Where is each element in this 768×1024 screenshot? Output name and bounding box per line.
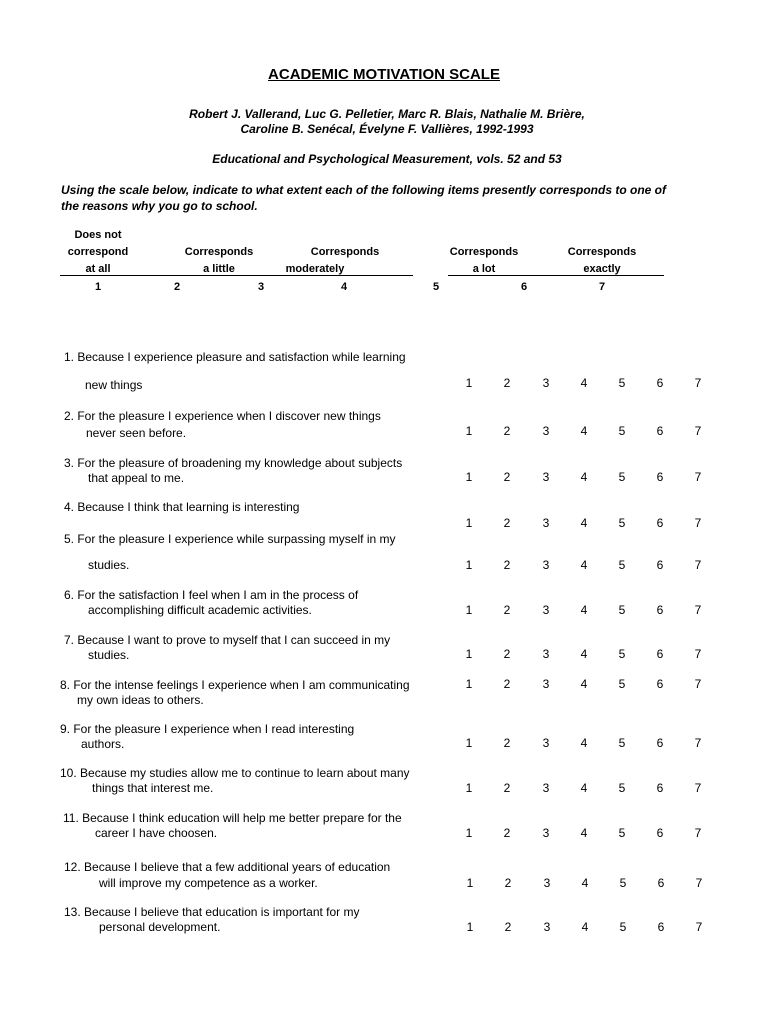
item-1-rating-option-4[interactable]: 4 — [580, 376, 588, 390]
scale-underline-left — [60, 275, 413, 276]
item-11-rating-option-3[interactable]: 3 — [542, 826, 550, 840]
item-1-rating-option-1[interactable]: 1 — [465, 376, 473, 390]
item-1-text-line-2: new things — [85, 378, 143, 392]
item-10-rating-option-1[interactable]: 1 — [465, 781, 473, 795]
item-2-rating-option-7[interactable]: 7 — [694, 424, 702, 438]
item-8-rating-option-1[interactable]: 1 — [465, 677, 473, 691]
item-12-text-line-1: 12. Because I believe that a few additional years of education — [64, 860, 391, 874]
item-2-rating-option-1[interactable]: 1 — [465, 424, 473, 438]
item-8-rating-option-7[interactable]: 7 — [694, 677, 702, 691]
item-8-rating-option-6[interactable]: 6 — [656, 677, 664, 691]
item-10-rating-option-7[interactable]: 7 — [694, 781, 702, 795]
item-6-rating-option-2[interactable]: 2 — [503, 603, 511, 617]
item-1-rating-option-3[interactable]: 3 — [542, 376, 550, 390]
item-6-rating-option-3[interactable]: 3 — [542, 603, 550, 617]
item-3-text-line-1: 3. For the pleasure of broadening my knowledge about subjects — [64, 456, 403, 470]
scale-number-7: 7 — [598, 281, 606, 293]
item-2-rating-option-4[interactable]: 4 — [580, 424, 588, 438]
item-10-text-line-1: 10. Because my studies allow me to continue to learn about many — [60, 766, 410, 780]
item-5-rating-option-7[interactable]: 7 — [694, 558, 702, 572]
scale-label-corresponds-a-lot-line-1: Corresponds — [449, 246, 519, 258]
item-12-rating-option-3[interactable]: 3 — [543, 876, 551, 890]
item-7-text-line-2: studies. — [88, 648, 130, 662]
scale-label-corresponds-a-little-line-1: Corresponds — [184, 246, 254, 258]
item-4-rating-option-4[interactable]: 4 — [580, 516, 588, 530]
scale-label-does-not-correspond-line-2: correspond — [67, 246, 129, 258]
item-5-text-line-2: studies. — [88, 558, 130, 572]
item-3-text-line-2: that appeal to me. — [88, 471, 185, 485]
item-11-rating-option-7[interactable]: 7 — [694, 826, 702, 840]
item-9-text-line-2: authors. — [81, 737, 125, 751]
item-3-rating-option-4[interactable]: 4 — [580, 470, 588, 484]
item-1-rating-option-6[interactable]: 6 — [656, 376, 664, 390]
scale-label-corresponds-a-lot-line-2: a lot — [472, 263, 496, 275]
item-7-rating-option-2[interactable]: 2 — [503, 647, 511, 661]
item-7-text-line-1: 7. Because I want to prove to myself that I can succeed in my — [64, 633, 391, 647]
item-6-text-line-2: accomplishing difficult academic activities. — [88, 603, 312, 617]
scale-label-corresponds-a-little-line-2: a little — [203, 263, 235, 275]
item-9-rating-option-4[interactable]: 4 — [580, 736, 588, 750]
item-5-rating-option-2[interactable]: 2 — [503, 558, 511, 572]
item-4-rating-option-3[interactable]: 3 — [542, 516, 550, 530]
item-4-rating-option-5[interactable]: 5 — [618, 516, 626, 530]
item-4-rating-option-6[interactable]: 6 — [656, 516, 664, 530]
item-13-rating-option-4[interactable]: 4 — [581, 920, 589, 934]
item-13-rating-option-5[interactable]: 5 — [619, 920, 627, 934]
item-13-rating-option-7[interactable]: 7 — [695, 920, 703, 934]
item-1-text-line-1: 1. Because I experience pleasure and satisfaction while learning — [64, 350, 406, 364]
item-11-rating-option-5[interactable]: 5 — [618, 826, 626, 840]
item-11-text-line-2: career I have choosen. — [95, 826, 218, 840]
item-9-rating-option-3[interactable]: 3 — [542, 736, 550, 750]
item-2-rating-option-6[interactable]: 6 — [656, 424, 664, 438]
item-6-rating-option-6[interactable]: 6 — [656, 603, 664, 617]
item-3-rating-option-7[interactable]: 7 — [694, 470, 702, 484]
item-1-rating-option-7[interactable]: 7 — [694, 376, 702, 390]
item-6-text-line-1: 6. For the satisfaction I feel when I am in the process of — [64, 588, 359, 602]
item-6-rating-option-5[interactable]: 5 — [618, 603, 626, 617]
scale-number-2: 2 — [173, 281, 181, 293]
item-12-rating-option-4[interactable]: 4 — [581, 876, 589, 890]
item-3-rating-option-6[interactable]: 6 — [656, 470, 664, 484]
item-11-text-line-1: 11. Because I think education will help me better prepare for the — [63, 811, 402, 825]
item-6-rating-option-7[interactable]: 7 — [694, 603, 702, 617]
item-12-rating-option-6[interactable]: 6 — [657, 876, 665, 890]
item-11-rating-option-6[interactable]: 6 — [656, 826, 664, 840]
item-7-rating-option-5[interactable]: 5 — [618, 647, 626, 661]
item-9-rating-option-5[interactable]: 5 — [618, 736, 626, 750]
scale-label-corresponds-exactly-line-1: Corresponds — [567, 246, 637, 258]
scale-label-does-not-correspond-line-1: Does not — [74, 229, 122, 241]
item-2-rating-option-5[interactable]: 5 — [618, 424, 626, 438]
item-9-rating-option-7[interactable]: 7 — [694, 736, 702, 750]
item-11-rating-option-4[interactable]: 4 — [580, 826, 588, 840]
item-8-rating-option-2[interactable]: 2 — [503, 677, 511, 691]
item-9-text-line-1: 9. For the pleasure I experience when I read interesting — [60, 722, 355, 736]
item-2-text-line-1: 2. For the pleasure I experience when I discover new things — [64, 409, 381, 423]
item-5-rating-option-5[interactable]: 5 — [618, 558, 626, 572]
item-10-rating-option-2[interactable]: 2 — [503, 781, 511, 795]
item-8-rating-option-5[interactable]: 5 — [618, 677, 626, 691]
item-8-text-line-2: my own ideas to others. — [77, 693, 204, 707]
scale-number-6: 6 — [520, 281, 528, 293]
item-1-rating-option-5[interactable]: 5 — [618, 376, 626, 390]
item-6-rating-option-1[interactable]: 1 — [465, 603, 473, 617]
item-13-text-line-2: personal development. — [99, 920, 221, 934]
item-13-rating-option-1[interactable]: 1 — [466, 920, 474, 934]
item-13-rating-option-3[interactable]: 3 — [543, 920, 551, 934]
scale-label-corresponds-exactly-line-2: exactly — [583, 263, 621, 275]
item-4-rating-option-1[interactable]: 1 — [465, 516, 473, 530]
item-2-rating-option-3[interactable]: 3 — [542, 424, 550, 438]
item-10-rating-option-4[interactable]: 4 — [580, 781, 588, 795]
item-9-rating-option-2[interactable]: 2 — [503, 736, 511, 750]
scale-number-4: 4 — [340, 281, 348, 293]
item-2-text-line-2: never seen before. — [86, 426, 187, 440]
item-12-rating-option-1[interactable]: 1 — [466, 876, 474, 890]
item-13-text-line-1: 13. Because I believe that education is important for my — [64, 905, 360, 919]
item-3-rating-option-1[interactable]: 1 — [465, 470, 473, 484]
item-8-text-line-1: 8. For the intense feelings I experience when I am communicating — [60, 678, 410, 692]
item-3-rating-option-2[interactable]: 2 — [503, 470, 511, 484]
item-12-text-line-2: will improve my competence as a worker. — [99, 876, 318, 890]
item-7-rating-option-7[interactable]: 7 — [694, 647, 702, 661]
item-6-rating-option-4[interactable]: 4 — [580, 603, 588, 617]
item-13-rating-option-6[interactable]: 6 — [657, 920, 665, 934]
item-3-rating-option-3[interactable]: 3 — [542, 470, 550, 484]
item-10-text-line-2: things that interest me. — [92, 781, 214, 795]
instructions-line-1: Using the scale below, indicate to what extent each of the following items presently corresponds to one of — [61, 183, 666, 197]
scale-label-corresponds-moderately-line-2: moderately — [285, 263, 345, 275]
item-12-rating-option-5[interactable]: 5 — [619, 876, 627, 890]
item-12-rating-option-2[interactable]: 2 — [504, 876, 512, 890]
item-10-rating-option-6[interactable]: 6 — [656, 781, 664, 795]
scale-label-does-not-correspond-line-3: at all — [85, 263, 111, 275]
scale-label-corresponds-moderately-line-1: Corresponds — [310, 246, 380, 258]
item-13-rating-option-2[interactable]: 2 — [504, 920, 512, 934]
authors-line-1: Robert J. Vallerand, Luc G. Pelletier, Marc R. Blais, Nathalie M. Brière, — [189, 107, 585, 121]
authors-line-2: Caroline B. Senécal, Évelyne F. Vallières, 1992-1993 — [240, 122, 534, 136]
item-11-rating-option-1[interactable]: 1 — [465, 826, 473, 840]
item-7-rating-option-1[interactable]: 1 — [465, 647, 473, 661]
scale-number-5: 5 — [432, 281, 440, 293]
item-5-rating-option-4[interactable]: 4 — [580, 558, 588, 572]
item-5-rating-option-1[interactable]: 1 — [465, 558, 473, 572]
item-10-rating-option-5[interactable]: 5 — [618, 781, 626, 795]
item-12-rating-option-7[interactable]: 7 — [695, 876, 703, 890]
item-7-rating-option-3[interactable]: 3 — [542, 647, 550, 661]
item-4-rating-option-7[interactable]: 7 — [694, 516, 702, 530]
journal-citation: Educational and Psychological Measurement, vols. 52 and 53 — [212, 152, 562, 166]
item-1-rating-option-2[interactable]: 2 — [503, 376, 511, 390]
item-8-rating-option-3[interactable]: 3 — [542, 677, 550, 691]
scale-number-3: 3 — [257, 281, 265, 293]
item-9-rating-option-6[interactable]: 6 — [656, 736, 664, 750]
item-7-rating-option-4[interactable]: 4 — [580, 647, 588, 661]
item-10-rating-option-3[interactable]: 3 — [542, 781, 550, 795]
item-8-rating-option-4[interactable]: 4 — [580, 677, 588, 691]
instructions-line-2: the reasons why you go to school. — [61, 199, 258, 213]
item-4-text-line-1: 4. Because I think that learning is interesting — [64, 500, 300, 514]
item-2-rating-option-2[interactable]: 2 — [503, 424, 511, 438]
item-4-rating-option-2[interactable]: 2 — [503, 516, 511, 530]
scale-underline-right — [448, 275, 664, 276]
item-11-rating-option-2[interactable]: 2 — [503, 826, 511, 840]
item-5-rating-option-6[interactable]: 6 — [656, 558, 664, 572]
item-5-rating-option-3[interactable]: 3 — [542, 558, 550, 572]
item-9-rating-option-1[interactable]: 1 — [465, 736, 473, 750]
item-3-rating-option-5[interactable]: 5 — [618, 470, 626, 484]
item-5-text-line-1: 5. For the pleasure I experience while surpassing myself in my — [64, 532, 396, 546]
page-title: ACADEMIC MOTIVATION SCALE — [268, 66, 500, 83]
item-7-rating-option-6[interactable]: 6 — [656, 647, 664, 661]
scale-number-1: 1 — [94, 281, 102, 293]
